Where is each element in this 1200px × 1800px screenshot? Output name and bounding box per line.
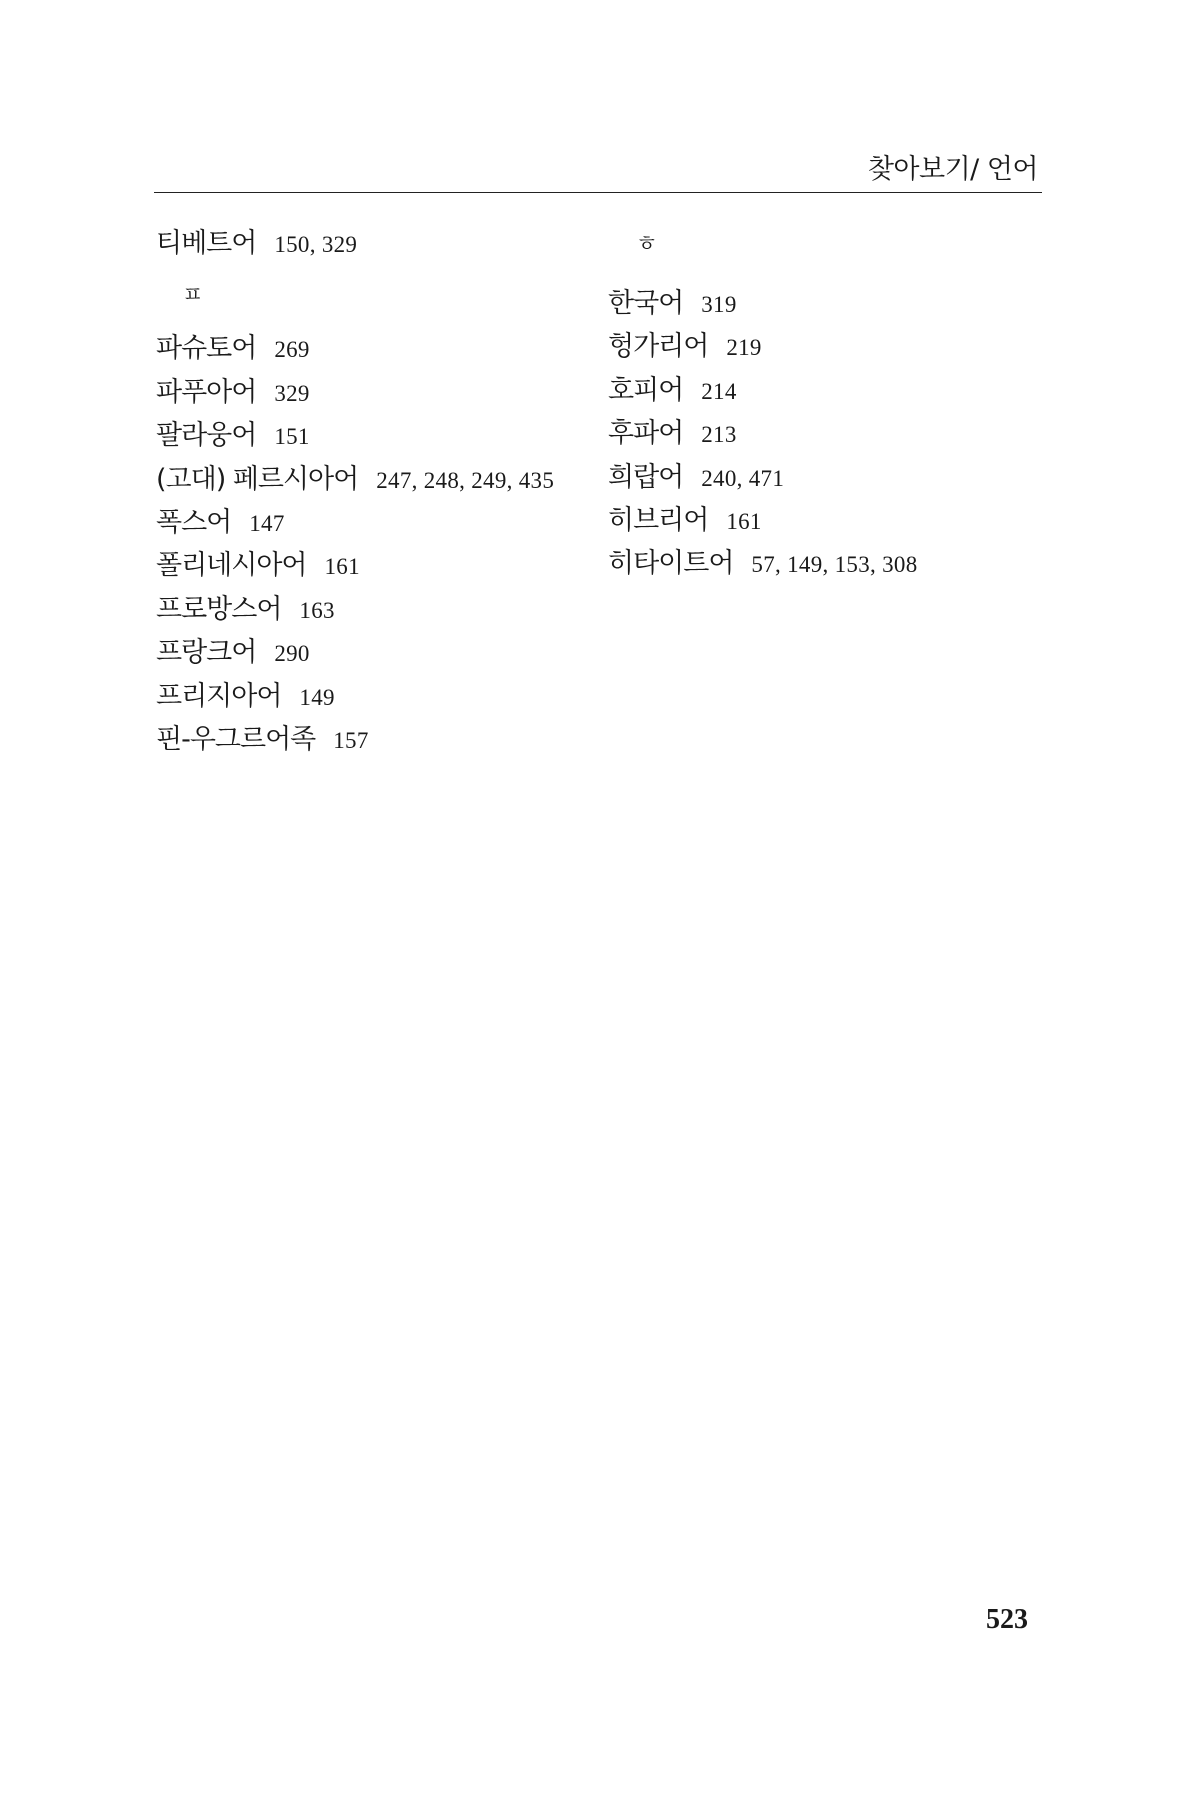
entry-pages: 240, 471 (701, 465, 785, 491)
entry-term: 호피어 (608, 374, 684, 406)
entry-term: 프리지아어 (156, 680, 282, 712)
index-entry (608, 456, 1048, 499)
section-letter: ㅍ (182, 283, 204, 309)
entry-pages: 157 (333, 727, 369, 753)
index-entry (608, 499, 1048, 542)
entry-term: 프랑크어 (156, 637, 257, 669)
index-entry (156, 458, 596, 501)
entry-pages: 290 (274, 641, 310, 667)
index-entry (156, 327, 596, 370)
entry-pages: 161 (324, 554, 360, 580)
entry-term: 히타이트어 (608, 548, 734, 580)
entry-pages: 57, 149, 153, 308 (751, 552, 918, 578)
entry-pages: 247, 248, 249, 435 (376, 467, 555, 493)
entry-term: 헝가리어 (608, 331, 709, 363)
entry-term: 히브리어 (608, 504, 709, 536)
section-letter: ㅎ (636, 232, 658, 257)
header-title: 찾아보기/ 언어 (867, 154, 1038, 185)
index-column-right (608, 222, 1048, 586)
index-entry (608, 369, 1048, 412)
running-header (154, 148, 1042, 193)
entry-term: (고대) 페르시아어 (156, 463, 359, 495)
index-entry (608, 282, 1048, 325)
entry-pages: 163 (299, 597, 335, 623)
entry-term: 팔라웅어 (156, 420, 257, 452)
entry-pages: 149 (299, 684, 335, 710)
index-entry (156, 588, 596, 631)
entry-term: 희랍어 (608, 461, 684, 493)
index-entry-list (608, 282, 1048, 586)
entry-pages: 150, 329 (274, 232, 358, 257)
index-entry (156, 414, 596, 457)
index-column-left (156, 222, 596, 761)
index-entry (608, 542, 1048, 585)
entry-pages: 319 (701, 292, 737, 317)
entry-pages: 269 (274, 337, 310, 363)
entry-pages: 214 (701, 378, 737, 404)
entry-pages: 151 (274, 424, 310, 450)
index-entry (156, 371, 596, 414)
entry-term: 파푸아어 (156, 376, 257, 408)
entry-term: 후파어 (608, 418, 684, 450)
entry-pages: 213 (701, 422, 737, 448)
entry-term: 티베트어 (156, 228, 257, 259)
index-entry (156, 222, 596, 265)
index-entry-list (156, 327, 596, 761)
entry-pages: 219 (726, 335, 762, 361)
entry-term: 프로방스어 (156, 593, 282, 625)
index-entry (156, 675, 596, 718)
entry-term: 폭스어 (156, 506, 232, 538)
entry-term: 파슈토어 (156, 333, 257, 365)
index-entry (608, 325, 1048, 368)
index-entry (156, 501, 596, 544)
index-entry (156, 631, 596, 674)
entry-pages: 147 (249, 510, 285, 536)
index-entry (156, 544, 596, 587)
index-entry (608, 412, 1048, 455)
index-entry (156, 718, 596, 761)
entry-pages: 329 (274, 380, 310, 406)
entry-term: 폴리네시아어 (156, 550, 307, 582)
entry-term: 핀-우그르어족 (156, 723, 316, 755)
page-number: 523 (986, 1604, 1028, 1635)
entry-term: 한국어 (608, 288, 684, 319)
entry-pages: 161 (726, 508, 762, 534)
